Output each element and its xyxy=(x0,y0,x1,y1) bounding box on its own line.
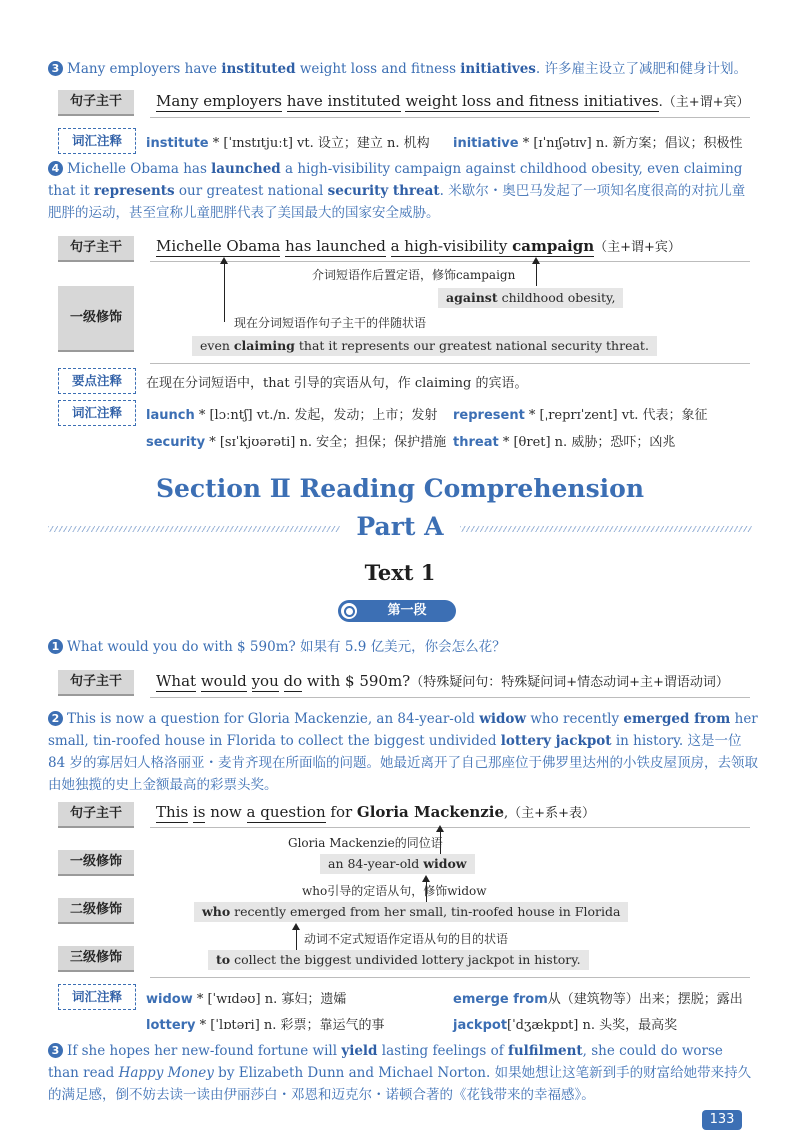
sentence-trunk: What would you do with $ 590m?（特殊疑问句：特殊疑问词+情态动词+主+谓语动词） xyxy=(156,672,729,690)
sentence-number: 4 xyxy=(48,161,63,176)
vocab-entry-represent: represent * [ˌreprɪˈzent] vt. 代表；象征 xyxy=(453,408,708,423)
modifier-note: who引导的定语从句，修饰widow xyxy=(302,884,487,898)
paragraph-sentence-1 xyxy=(48,636,758,658)
modifier-note: Gloria Mackenzie的同位语 xyxy=(288,836,443,850)
trunk-label: 句子主干 xyxy=(58,236,134,262)
sentence-number: 1 xyxy=(48,639,63,654)
modifier-label: 三级修饰 xyxy=(58,946,134,972)
modifier-phrase: who recently emerged from her small, tin-roofed house in Florida xyxy=(194,902,628,922)
decor-hatch xyxy=(48,526,340,532)
sentence-trunk: Many employers have instituted weight loss and fitness initiatives.（主+谓+宾） xyxy=(156,92,750,110)
decor-hatch xyxy=(460,526,752,532)
sentence-number: 3 xyxy=(48,1043,63,1058)
sentence-trunk: This is now a question for Gloria Mackenzie,（主+系+表） xyxy=(156,803,595,821)
divider xyxy=(150,692,750,698)
part-title: Part A xyxy=(356,512,444,541)
vocab-entry-emerge-from: emerge from从（建筑物等）出来；摆脱；露出 xyxy=(453,992,743,1007)
sentence-text: Many employers have instituted weight loss and fitness initiatives. 许多雇主设立了减肥和健身计划。 xyxy=(67,61,747,77)
paragraph-badge xyxy=(338,600,456,622)
arrow-up-icon xyxy=(436,825,444,832)
link-line xyxy=(296,928,297,950)
arrow-up-icon xyxy=(532,257,540,264)
vocab-entry-jackpot: jackpot[ˈdʒækpɒt] n. 头奖，最高奖 xyxy=(453,1018,678,1033)
trunk-label: 句子主干 xyxy=(58,802,134,828)
trunk-label: 句子主干 xyxy=(58,670,134,696)
sentence-text: What would you do with $ 590m? 如果有 5.9 亿美元，你会怎么花？ xyxy=(67,639,506,655)
vocab-entry-initiative: initiative * [ɪˈnɪʃətɪv] n. 新方案；倡议；积极性 xyxy=(453,136,743,151)
vocab-entry-security: security * [sɪˈkjʊərəti] n. 安全；担保；保护措施 xyxy=(146,435,447,450)
divider xyxy=(150,972,750,978)
link-line xyxy=(536,262,537,286)
paragraph-sentence-4 xyxy=(48,158,758,224)
modifier-label: 一级修饰 xyxy=(58,850,134,876)
vocab-entry-institute: institute * [ˈɪnstɪtjuːt] vt. 设立；建立 n. 机构 xyxy=(146,136,430,151)
search-icon xyxy=(341,603,357,619)
link-line xyxy=(224,262,225,322)
page-number: 133 xyxy=(702,1110,742,1130)
sentence-text: This is now a question for Gloria Mackenzie, an 84-year-old widow who recently emerged from her small, tin-roofed house in Florida to collect the biggest undivided lottery jackpot in history. 这是一位 84 岁的寡居妇人格洛丽亚・麦肯齐现在所面临的问题。她最近离开了自己那座位于佛罗里达州的小铁皮屋顶房，去领取由她独揽的史上金额最高的彩票头奖。 xyxy=(48,711,758,793)
divider xyxy=(150,256,750,262)
vocab-entry-threat: threat * [θret] n. 威胁；恐吓；凶兆 xyxy=(453,435,676,450)
sentence-number: 2 xyxy=(48,711,63,726)
arrow-up-icon xyxy=(422,875,430,882)
divider xyxy=(150,112,750,118)
modifier-note: 动词不定式短语作定语从句的目的状语 xyxy=(304,932,509,946)
modifier-phrase: against childhood obesity, xyxy=(438,288,623,308)
paragraph-badge-label: 第一段 xyxy=(387,603,427,618)
paragraph-sentence-2 xyxy=(48,708,758,796)
text-title: Text 1 xyxy=(364,560,436,585)
arrow-up-icon xyxy=(220,257,228,264)
divider xyxy=(150,822,750,828)
modifier-phrase: even claiming that it represents our greatest national security threat. xyxy=(192,336,657,356)
section-title: Section Ⅱ Reading Comprehension xyxy=(155,474,645,503)
modifier-label: 一级修饰 xyxy=(58,286,134,352)
vocab-label: 词汇注释 xyxy=(58,128,136,154)
sentence-text: Michelle Obama has launched a high-visibility campaign against childhood obesity, even claiming that it represents our greatest national security threat. 米歇尔・奥巴马发起了一项知名度很高的对抗儿童肥胖的运动，甚至宣称儿童肥胖代表了美国最大的国家安全威胁。 xyxy=(48,161,746,221)
key-note-label: 要点注释 xyxy=(58,368,136,394)
vocab-entry-launch: launch * [lɔːntʃ] vt./n. 发起，发动；上市；发射 xyxy=(146,408,438,423)
sentence-number: 3 xyxy=(48,61,63,76)
paragraph-sentence-3 xyxy=(48,58,758,80)
modifier-label: 二级修饰 xyxy=(58,898,134,924)
trunk-label: 句子主干 xyxy=(58,90,134,116)
key-note-text: 在现在分词短语中，that 引导的宾语从句，作 claiming 的宾语。 xyxy=(146,376,528,391)
vocab-entry-lottery: lottery * [ˈlɒtəri] n. 彩票；靠运气的事 xyxy=(146,1018,385,1033)
modifier-phrase: to collect the biggest undivided lottery jackpot in history. xyxy=(208,950,589,970)
paragraph-sentence-3b xyxy=(48,1040,758,1106)
vocab-label: 词汇注释 xyxy=(58,984,136,1010)
modifier-note: 介词短语作后置定语，修饰campaign xyxy=(312,268,516,282)
sentence-trunk: Michelle Obama has launched a high-visibility campaign（主+谓+宾） xyxy=(156,237,681,255)
modifier-note: 现在分词短语作句子主干的伴随状语 xyxy=(234,316,427,330)
modifier-phrase: an 84-year-old widow xyxy=(320,854,475,874)
vocab-entry-widow: widow * [ˈwɪdəʊ] n. 寡妇；遗孀 xyxy=(146,992,347,1007)
arrow-up-icon xyxy=(292,923,300,930)
divider xyxy=(150,358,750,364)
sentence-text: If she hopes her new-found fortune will yield lasting feelings of fulfilment, she could do worse than read Happy Money by Elizabeth Dunn and Michael Norton. 如果她想让这笔新到手的财富给她带来持久的满足感，倒不妨去读一读由伊丽莎白・邓恩和迈克尔・诺顿合著的《花钱带来的幸福感》。 xyxy=(48,1043,752,1103)
vocab-label: 词汇注释 xyxy=(58,400,136,426)
